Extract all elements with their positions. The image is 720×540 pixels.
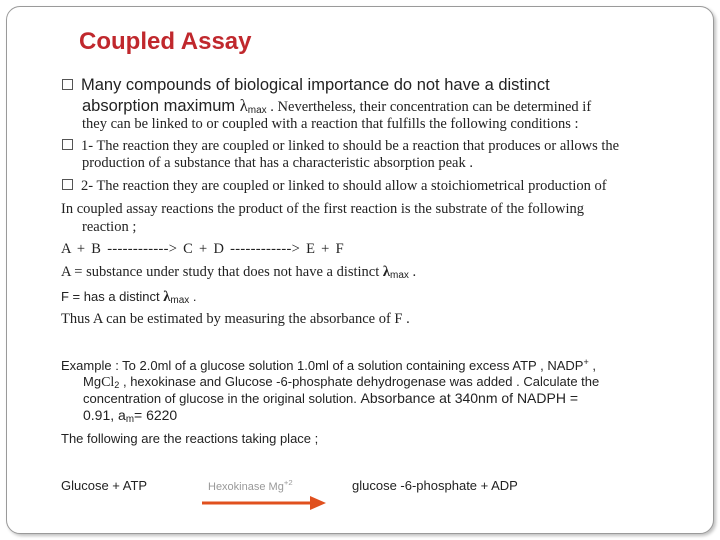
coupled-text-2: reaction ; xyxy=(82,219,137,235)
thus-line xyxy=(61,311,410,328)
example-text-3b: Absorbance at 340nm of NADPH = xyxy=(360,390,579,406)
bullet-checkbox-icon xyxy=(62,79,73,90)
lambda-symbol: λ xyxy=(382,264,391,280)
example-line-2 xyxy=(83,374,599,391)
coupled-line-1 xyxy=(61,201,584,218)
example-text-4a: 0.91, a xyxy=(83,407,126,423)
intro-text-2a: absorption maximum xyxy=(82,97,240,115)
condition-1-line-1 xyxy=(62,138,619,155)
condition-1-line-2 xyxy=(82,155,473,172)
enzyme-text: Hexokinase Mg xyxy=(208,481,284,493)
enzyme-label xyxy=(208,478,293,493)
intro-text-3: they can be linked to or coupled with a reaction that fulfills the following conditions : xyxy=(82,116,579,132)
lambda-subscript: max xyxy=(247,105,267,116)
reactions-intro-text: The following are the reactions taking place ; xyxy=(61,431,319,446)
example-line-4 xyxy=(83,407,177,425)
f-definition-tail: . xyxy=(189,289,197,304)
right-arrow-icon xyxy=(200,492,330,514)
lambda-symbol: λ xyxy=(239,96,248,115)
example-text-1b: , xyxy=(588,358,596,373)
lambda-subscript: max xyxy=(170,295,190,306)
example-text-4b: = 6220 xyxy=(134,407,178,423)
equation-text: A + B ------------> C + D ------------> E + F xyxy=(61,241,344,257)
thus-text: Thus A can be estimated by measuring the absorbance of F . xyxy=(61,311,410,327)
example-text-cl: Cl xyxy=(101,375,115,390)
condition-1-text-2: production of a substance that has a characteristic absorption peak . xyxy=(82,155,473,171)
reactions-intro xyxy=(61,431,318,446)
lambda-subscript: max xyxy=(390,270,409,281)
example-line-1 xyxy=(61,357,596,373)
reaction-right-text: glucose -6-phosphate + ADP xyxy=(352,478,518,493)
a-definition-tail: . xyxy=(408,264,417,280)
a-definition-text: A = substance under study that does not have a distinct xyxy=(61,264,383,280)
coupled-text-1: In coupled assay reactions the product of the first reaction is the substrate of the following xyxy=(61,201,585,217)
nadp-superscript: + xyxy=(583,357,589,367)
condition-2-text-1: 2- The reaction they are coupled or linked to should allow a stoichiometrical production of xyxy=(81,178,607,194)
example-text-2b: , hexokinase and Glucose -6-phosphate dehydrogenase was added . Calculate the xyxy=(119,374,600,389)
slide-title: Coupled Assay xyxy=(79,28,252,55)
example-line-3 xyxy=(83,390,578,406)
enzyme-superscript: +2 xyxy=(283,478,293,487)
reaction-right xyxy=(352,478,518,493)
reaction-left-text: Glucose + ATP xyxy=(61,478,148,493)
a-definition xyxy=(61,264,416,281)
reaction-left xyxy=(61,478,147,493)
f-definition xyxy=(61,288,197,306)
condition-1-text-1: 1- The reaction they are coupled or linked to should be a reaction that produces or allows the xyxy=(81,138,620,154)
am-subscript: m xyxy=(125,414,134,425)
condition-2-line-1 xyxy=(62,178,607,195)
intro-text-2b: . Nevertheless, their concentration can be determined if xyxy=(266,99,592,115)
example-text-2a: Mg xyxy=(83,374,102,389)
reaction-arrow xyxy=(200,474,330,514)
example-text-3a: concentration of glucose in the original solution. xyxy=(83,391,361,406)
reaction-equation xyxy=(61,241,344,258)
example-text-1a: Example : To 2.0ml of a glucose solution 1.0ml of a solution containing excess ATP , NADP xyxy=(61,358,584,373)
intro-text-1: Many compounds of biological importance do not have a distinct xyxy=(81,76,550,94)
bullet-checkbox-icon xyxy=(62,179,73,190)
bullet-checkbox-icon xyxy=(62,139,73,150)
intro-line-2 xyxy=(82,96,591,116)
f-definition-text: F = has a distinct xyxy=(61,289,164,304)
intro-line-3 xyxy=(82,116,579,133)
intro-line-1 xyxy=(62,76,550,95)
coupled-line-2 xyxy=(82,219,136,236)
mgcl-subscript: 2 xyxy=(114,380,120,390)
lambda-symbol: λ xyxy=(163,289,171,305)
